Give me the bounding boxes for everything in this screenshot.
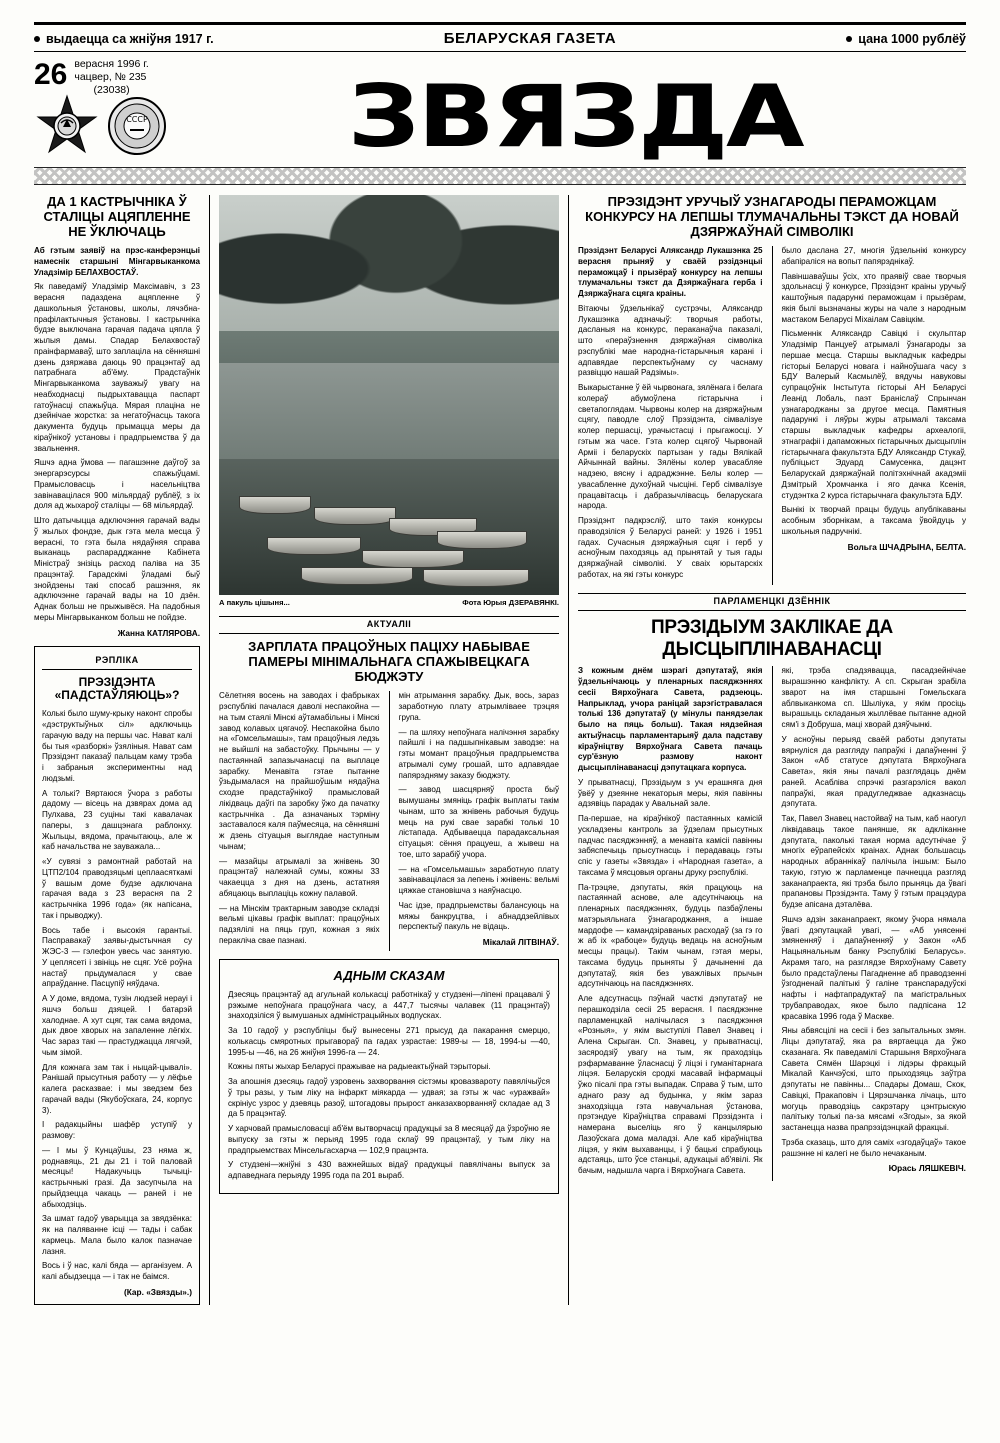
parliament-kicker: ПАРЛАМЕНЦКІ ДЗЁННІК [578, 593, 966, 611]
masthead-right [846, 32, 966, 46]
column-right [569, 195, 966, 1304]
replica-para: А толькі? Вяртаюся ўчора з работы дадому — вісець на дзвярах дома ад Пулхава, 23 суціны такі кавалачак паперы, з дашцэнага раблонху. Жыльцы, вядома, прачытаюць, але ж каб начальства не зауважала... [42, 788, 192, 852]
replica-headline: ПРЭЗІДЭНТА «ПАДСТАЎЛЯЮЦЬ»? [54, 674, 180, 703]
photo-boats [219, 459, 559, 595]
replica-para: А У доме, вядома, тузін людзей нерауі і яшчэ больш дзяцей. І батарэй халоднае. А хут сцяг, так сама вядома, дык двое хворых на запаленне лёгкіх. Час зараз такі — прастуджацца лягчэй, чым зімой. [42, 994, 192, 1057]
parliament-col-b [772, 666, 967, 1181]
parliament-byline: Юрась ЛЯШКЕВІЧ. [888, 1163, 966, 1174]
column-left [34, 195, 209, 1304]
parliament-para: Але адсутнасць пэўнай часткі дэпутатаў не перашкодзіла сесіі 25 верасня. І пасяджэнне парламенцкай налічылася з пасяджэння «Розныя», у якім выступілі Павел Знавец і Алена Скрыган. Сп. Знавец, у прыватнасці, засяродзіў увагу на тым, як праходзіць рэфармаванне ўласнасці ў ліцэі і гуманітарнага ліцэя. Беларускія сродкі масавай інфармацыі ўжо пісалі пра гэты выпадак. Справа ў тым, што аднаго разу ад будынка, у якім зараз знаходзіцца гэта навучальная ўстанова, прэтэндуе Кіраўніцтва справамі Прэзідэнта і намерана выселіць яго ў канцылярыю Лазоўскага дома маладзі. Але каб кіраўніцтва ліцэя, у якім выхаванцы, і ў бацькі спрабуюць адстаяць, што ўсе станцыі, адукацыі аб'явілі. Як бачым, надышла чарга і Вярхоўнага Савета. [578, 994, 763, 1176]
parliament-para: Яшчэ адзін заканапраект, якому ўчора нямала ўвагі дэпутацкай увагі, — «Аб унясенні змяненняў і дапаўненняў у Закон «Аб Нацыянальным банку Рэспублікі Беларусь». Акрамя таго, на разглядзе Вярхоўнаму Савету было прадстаўлены Пагадненне аб праводзенні ўзгодненай палітыкі ў галіне транспарадуўскі нафты і нафтапрадуктаў па магістральных трубаправодах, якое было падпісана 12 красавіка 1996 года ў Маскве. [781, 914, 966, 1021]
left-para: Яшчэ адна ўмова — пагашэнне даўгоў за энергарэсурсы спажыўцамі. Прамысловасць і насельніцтва завінавацілася 900 мільярдаў рублёў, з іх доля ад жыхароў сталіцы — 68 мільярдаў. [34, 458, 200, 511]
replica-para: Для кожнага зам так і ныцай-цывалі». Ранішай прысутныя работу — у лёфье калега расказвае: і мы зведзем без гарачай вады (Якубоўскага, 24, корпус 3). [42, 1062, 192, 1115]
right-para: Пісьменнік Аляксандр Савіцкі і скульптар Уладзімір Панцуеў атрымалі ўзнагароды за першае месца. Старшы выкладчык кафедры гісторыі Беларусі новага і найноўшага часу з БДУ Валерый Касмылёў, вядучы навуковы супрацоўнік Інстытута гісторыі АН Беларусі Леанід Лобаль, паэт Браніслаў Спрынчан узнагароджаны за другое месца. Памятныя падарункі і ляўры журы атрымалі таксама старшы выкладчык кафедры археалогіі, этнаграфіі і дапаможных гістарычных дысцыплін гістарычнага факультэта БДУ Аляксандр Стукаў, публіцыст Эдуард Самусенка, дацэнт Беларускай дзяржаўнай політэхнічнай акадэміі Дзмітрый Хромчанка і яго дачка Ксенія, студэнтка 2 курса гістарычнага факультэта БДУ. [781, 329, 966, 500]
replica-para: І радакцыйны шафёр уступіў у размову: [42, 1120, 192, 1141]
ornament-divider [34, 167, 966, 185]
left-lead: Аб гэтым заявіў на прэс-канферэнцыі намеснік старшыні Мінгарвыканкома Уладзімір БЕЛАХВОСТАЎ. [34, 246, 200, 277]
right-para: Вынікі іх творчай працы будуць апублікаваны асобным зборнікам, а таксама ўвойдуць у школьныя падручнікі. [781, 505, 966, 536]
lead-photo [219, 195, 559, 595]
right-para: Прэзідэнт падкрэсліў, што такія конкурсы праводзіліся ў Беларусі раней: у 1926 і 1951 гадах. Сучасныя дзяржаўныя сцяг і герб у асноўным паходзяць ад прынятай у тыя гады дзяржаўнай сімволікі. У сваіх юрытарскіх работах, на які гэты конкурс [578, 516, 763, 579]
right-text-col-a [578, 246, 763, 585]
parliament-para: Яны абвясцілі на сесіі і без запытальных змян. Ліцы дэпутатаў, яка ра вяртаецца да ўжо сказанага. Як паведамілі Старшыня Вярхоўнага Савета Сямён Шарэцкі і лідэры фракцый Мікалай Канчэўскі, што прыходзяць заўтра дэпутаты не павінны... Спадары Домаш, Скок, Савіцкі, Пракаповіч і Цярэшчанка лічаць, што могуць праводзіць сакрэтару цэнтрыскую палітыку толькі па-за мясамі «Згоды», за якой застанецца назва прапрэзідэнцкай фракцыі. [781, 1026, 966, 1133]
center-text-columns [219, 691, 559, 950]
replica-para: «У сувязі з рамонтнай работай на ЦТП2/104 праводзяцьмі цеплаасяткамі ў вашым доме будзе адключана гарачая вада з 23 верасня па 2 кастрычніка 1996 года» (як напісана, так і прыводжу). [42, 857, 192, 920]
parliament-para: У асноўны перыяд сваёй работы дэпутаты вярнуліся да разгляду папраўкі і дапаўненні ў Закон «Аб статусе дэпутата Вярхоўнага Савета», якія яны пачалі разглядаць днём раней. Асабліва спрэчкі разгарэліся вакол папраўкі, якая прадугледжвае адказнасць дэпутата. [781, 734, 966, 809]
issue-month: верасня 1996 г. [74, 58, 149, 70]
right-para: Выкарыстанне ў ёй чырвонага, зялёнага і белага колераў абумоўлена гістарычна і светапоглядам. Чырвоны колер на дзяржаўным сцягу, паводле слоў Прэзідэнта, сімвалізуе колер першасці, урачыстасці і прыгажосці. У гэтым жа часе. Гэта колер сцягоў Чырвонай Арміі і беларускіх партызан у гады Вялікай Айчыннай вайны. Зялёны колер увасабляе надзею, вясну і адраджэнне. Белы колер — увасабленне духоўнай чысціні. Герб сімвалізуе працавітасць і дабразычлівасць беларускага народа. [578, 383, 763, 511]
bullet-icon [846, 36, 852, 42]
replica-para: — І мы ў Кунцаўшы, 23 няма ж, роднавяць, 21 ды 21 і той паловай месяцы! Надакучыць тычыці-кастрычныкі гразі. Да засупчыла на прыйдзецца чакаць — раней і не абыходзіць. [42, 1145, 192, 1209]
replica-para: Колькі было шуму-крыку наконт спробы «дэструктыўных сіл» адключыць гарачую ваду на першы час. Нават калі бы тыя «разборкі» ўзяліныя. Нават сам Прэзідэнт паказаў пальцам каму трэба і забраныя экспериментны над людзьмі. [42, 709, 192, 783]
page-content [34, 195, 966, 1304]
issue-number: (23038) [93, 84, 130, 97]
replica-kicker: РЭПЛІКА [42, 653, 192, 670]
left-para: Што датычыцца адключэння гарачай вады ў жылых фондзе, дык гэта мела месца ў верасні, то гэта была нядаўняя справа выканаць распарадджанне Кабінета Міністраў знізіць расход паліва на 35 працэнтаў. Гарадскімі ўладамі быў знойдзены такі спосаб рашэння, як адключэнне гарачай вады на 10 дзён. Аднак больш не прыжывёся. На падобныя меры Мінгарвыканком больш не пойдзе. [34, 516, 200, 622]
center-kicker: АКТУАЛІІ [219, 616, 559, 634]
parliament-col-a [578, 666, 763, 1181]
masthead-left [34, 32, 214, 46]
parliament-para: У прыватнасці, Прэзідыум з уч ерашняга дня ўвёў у дзеянне некаторыя меры, якія павінны адзявіць парадак у Авальнай зале. [578, 777, 763, 809]
center-para: — завод шасцярняў проста быў вымушаны змяніць графік выплаты такім чынам, што за жнівень рабочыя будуць мець на рукі свае зарабкі толькі 10 лістапада. Адбываецца парадаксальная сітуацыя: сёння працуеш, а жывеш на тое, што зарабіў учора. [398, 785, 559, 859]
center-para: — на «Гомсельмашы» заработную плату завінавацілася за лепень і жнівень: вельмі цяжкае становішча з наяўнасцю. [398, 864, 559, 895]
adnym-title: АДНЫМ СКАЗАМ [333, 967, 445, 983]
photo-caption: А пакуль цішыня... [219, 598, 290, 608]
left-para: Як паведаміў Уладзімір Максімавіч, з 23 верасня падаздена ацяпленне ў дашкольныя ўстановы, школы, лячэбна-прафілактычныя ўстановы. І кастрычніка будзе выключана гарачая падача цяпла ў жылыя дамы. Спадар Белахвостаў праінфармаваў, што заплаціла на сённяшні дзень дзяржава даюць 90 працэнтаў ад патрабнага аб'ёму. Прадстаўнік Мінгарвыканкома зауважыў увагу на неабходнасці пыдрыхтавацца паспарт гатоўнасці спажыўца. Мярая плаціна не дзейнічае жорстка: за негатоўнасць такога дакумента будуць прымацца меры да кіраўнікоў установы і прадпрыемства ў да звальнення. [34, 282, 200, 453]
parliament-para: Так, Павел Знавец настойваў на тым, каб наогул ліквідаваць такое панянше, як адкліканне дэпутата, паколькі такая норма адсутнічае ў многіх еўрапейскіх краінах. Аднак большасць народных абраннікаў палічыла іншым: Было такую, гэтую ж парламенце пачнецца разгляд заканапраекта, які трэба было прыняць да ўвагі прапановы Прэзідэнта. Таму ў гэтым працэдура будзе апісана дэталёва. [781, 814, 966, 910]
masthead-center-text: БЕЛАРУСКАЯ ГАЗЕТА [443, 30, 617, 47]
center-text-col-b [389, 691, 560, 950]
parliament-text-columns [578, 666, 966, 1181]
adnym-item: За 10 гадоў у рэспубліцы быў вынесены 271 прысуд да пакарання смерцю, колькасць смяротных прыгавораў па гадах узрастае: 1989-ы — 18, 1994-ы —40, 1995-ы —46, на 26 жніўня 1996-га — 24. [228, 1026, 550, 1057]
photo-trees [219, 195, 559, 379]
replica-para: Вось і ў нас, калі бяда — арганізуем. А калі абыдзецца — і так не баімся. [42, 1261, 192, 1282]
bullet-icon [34, 36, 40, 42]
parliament-lead: З кожным днём шэрагі дэпутатаў, якія ўдзельнічаюць у пленарных пасяджэннях сесіі Вярхоўнага Савета, радзеюць. Напрыклад, учора раніцай зарэгістравалася толькі 136 дэпутатаў (у мінулы панядзелак было на пяць больш). Такая нядзейная актыўнасць парламентарыяў дала падставу кіраўніцтву Вярхоўнага Савета пачаць сур'ёзную размову наконт дысцыплінаванасці дэпутацкага корпуса. [578, 666, 763, 773]
svg-text:СССР: СССР [126, 115, 148, 125]
parliament-para: які, трэба спадзявацца, пасадзейнічае вырашэнню канфлікту. А сп. Скрыган зрабіла зварот на імя старшыні Гомельскага аблвыканкома сп. Шыліука, у якім просіць вырашыць складаныя жыллёвае пытанне адной сям'і з Добруша, маці хворай дзяўчынкі. [781, 666, 966, 730]
left-headline: ДА 1 КАСТРЫЧНІКА Ў СТАЛІЦЫ АЦЯПЛЕННЕ НЕ ЎКЛЮЧАЦЬ [43, 194, 191, 240]
masthead-left-text: выдаецца са жніўня 1917 г. [46, 31, 214, 46]
right-byline: Вольга ШЧАДРЫНА, БЕЛТА. [847, 541, 966, 552]
masthead-bar [34, 22, 966, 52]
adnym-item: За апошнія дзесяць гадоў узровень захворвання сістэмы кровазвароту павялічыўся ў тры разы, у тым ліку на інфаркт міякарда — удвая; за гэты ж час «уражвай» скрініус узрос у дзевяць разоў, штогадовы прырост анказахворванняў складае ад 3 да 5 працэнтаў. [228, 1077, 550, 1119]
center-para: Час ідзе, прадпрыемствы балансуюць на мяжы банкруцтва, і абнаддзейлівых перспектыў пакуль не відаць. [398, 900, 559, 932]
right-text-columns [578, 246, 966, 585]
order-star-icon [34, 93, 100, 159]
replica-byline: (Кар. «Звязды».) [123, 1286, 192, 1297]
adnym-item: У студзені—жніўні з 430 важнейшых відаў прадукцыі павялічаны выпуск за адпаведнага перыяду 1995 года па 201 выраб. [228, 1160, 550, 1181]
center-headline: ЗАРПЛАТА ПРАЦОЎНЫХ ПАЦІХУ НАБЫВАЕ ПАМЕРЫ МІНІМАЛЬНАГА СПАЖЫВЕЦКАГА БЮДЖЭТУ [248, 639, 530, 685]
photo-caption-row [219, 598, 559, 608]
center-text-col-a [219, 691, 380, 950]
newspaper-logo: ЗВЯЗДА [347, 66, 803, 167]
center-para: — на Мінскім трактарным заводзе складзі вельмі цікавы графік выплат: працоўных падзялілі на пяць груп, кожная з якіх перакліча свае пазнакі. [219, 903, 380, 945]
issue-day: 26 [34, 58, 68, 91]
parliament-headline: ПРЭЗІДЫУМ ЗАКЛІКАЕ ДА ДЫСЦЫПЛІНАВАНАСЦІ [651, 616, 893, 660]
adnym-item: У харчовай прамысловасці аб'ём вытворчасці прадукцыі за 8 месяцаў да ўзроўню яе выпуску за гэты ж перыяд 1995 года склаў 99 працэнтаў, у тым ліку на прадпрыемствах Мінсельгасхарча — 102,9 працэнта. [228, 1124, 550, 1155]
left-byline: Жанна КАТЛЯРОВА. [117, 627, 200, 638]
photo-water [219, 363, 559, 467]
center-para: мін атрымання зарабку. Дык, вось, зараз заработную плату атрымліваее трэцяя група. [398, 691, 559, 722]
right-text-col-b [772, 246, 967, 585]
right-lead: Прэзідэнт Беларусі Аляксандр Лукашэнка 25 верасня прыняў у сваёй рэзідэнцыі пераможцаў і прызёраў конкурсу на лепшы тлумачальны тэкст да Дзяржаўнага герба і Дзяржаўнага сцяга краіны. [578, 246, 763, 299]
parliament-para: Трэба сказаць, што для саміх «згодаўцаў» такое рашэнне ні калегі не было нечаканым. [781, 1137, 966, 1158]
center-para: — па шляху непоўнага налічэння зарабку пайшлі і на падшыпнікавым заводзе: на гэты момант працоўныя прадпрыемства атрымалі суму грошай, што адпавядае папярэдняму заказу бюджэту. [398, 727, 559, 780]
center-byline: Мікалай ЛІТВІНАЎ. [482, 937, 559, 947]
photo-credit: Фота Юрыя ДЗЕРАВЯНКІ. [462, 598, 559, 608]
replica-para: За шмат гадоў уварыцца за звядзёнка: як на паляванне ісці — тады і сабак кармець. Мала было калок пазначае лазня. [42, 1214, 192, 1256]
center-para: Сёлетняя восень на заводах і фабрыках рэспублікі пачалася даволі неспакойна — на тым стаялі Мінскі аўтамабільны і Мінскі завод колавых цягачоў. Неспакойна было на «Гомсельмашы», там працоўныя ледзь не выйшлі на забастоўку. Прычыны — у пастаяннай запазычанасці па выплаце зарабку. Менавіта гэтае пытанне ўзьдымалася на прайшоўшым нядаўна сходзе прадстаўнікоў прамысловай лікідваць даўгі па заробку ўжо да пачатку кастрычніка . Да азначаных тэрміну заставалося каля паўмесяца, на сённяшні ж дзень сітуацыя выглядае наступным чынам; [219, 691, 380, 851]
replica-box [34, 646, 200, 1305]
replica-para: Вось табе і высокія гарантыі. Пасправакаў заявы-дыстычная су ЖЭС-3 — гэлефон увесь час занятую. У цеплясеті і звініць не сцяг. Усё роўна настаў прыдумалася у свае апраўданне. Пасцупіў няўдача. [42, 925, 192, 989]
parliament-para: Па-трэцяе, дэпутаты, якія працуюць на пастаяннай аснове, але адсутнічаюць на пленарных пасяджэннях, будуць пазбаўлены матэрыяльнага ўзнагароджання, а іншае мардофе — камандзіраваных расходаў (за гэ го ж аб іх «рабоце» будуць ведаць на асноўным месцы працы). Такім чынам, гэтая меры, таксама будуць прыняты ў дачыненні да дэпутатаў, якія без уважлівых прычын адсутнічаюць на пасяджэннях. [578, 882, 763, 989]
adnym-item: Кожны пяты жыхар Беларусі пражывае на радыеактыўнай тэрыторыі. [228, 1062, 491, 1072]
masthead-price-text: цана 1000 рублёў [858, 31, 966, 46]
issue-weekday: чацвер, № 235 [74, 71, 147, 84]
right-para: было даслана 27, многія ўдзельнікі конкурсу абапіраліся на вопыт папярэднікаў. [781, 246, 966, 266]
adnym-item: Дзесяць працэнтаў ад агульнай колькасці работнікаў у студзені—ліпені працавалі ў рэжыме непоўнага працоўнага часу, а 447,7 тысячы чалавек (11 працэнтаў) знаходзіліся ў вымушаных адміністрацыйных водпусках. [228, 989, 550, 1021]
right-para: Павіншаваўшы ўсіх, хто праявіў свае творчыя здольнасці ў конкурсе, Прэзідэнт краіны уручыў каштоўныя падарункі пераможцам і прызёрам, якія былі вызначаны журы на чале з народным мастаком Беларусі Міхаілам Савіцкім. [781, 271, 966, 324]
center-para: — мазайцы атрымалі за жнівень 30 працэнтаў належнай сумы, кожны 33 чакаецца з дня на дзень, астатняя абяцаюць выплаціць кожну палавой. [219, 856, 380, 898]
parliament-para: Па-першае, на кіраўнікоў пастаянных камісій ускладзены кантроль за ўдзелам прысутных падчас пасяджэнняў, а менавіта камісіі павінны забяспечыць прысутнасць і перадаваць гэты спіс у газеты «Звязда» і «Народная газета», а таксама ў мясцовыя органы друку рэспублікі. [578, 814, 763, 877]
right-para: Вітаючы ўдзельнікаў сустрэчы, Аляксандр Лукашэнка адзначыў: творчыя работы, дасланыя на конкурс, пераканаўча паказалі, што «пераўзнення дзяржаўная сімволіка рэспублікі мае народна-гістарычныя карані і адпавядае перспектыўнаму су часнаму развіццю нашай Радзімы». [578, 303, 763, 378]
adnym-skazam-box [219, 959, 559, 1194]
right-headline: ПРЭЗІДЭНТ УРУЧЫЎ УЗНАГАРОДЫ ПЕРАМОЖЦАМ КОНКУРСУ НА ЛЕПШЫ ТЛУМАЧАЛЬНЫ ТЭКСТ ДА НОВАЙ ДЗЯРЖАЎНАЙ СІМВОЛІКІ [585, 194, 959, 240]
column-center [209, 195, 569, 1304]
logo-row [34, 66, 966, 167]
